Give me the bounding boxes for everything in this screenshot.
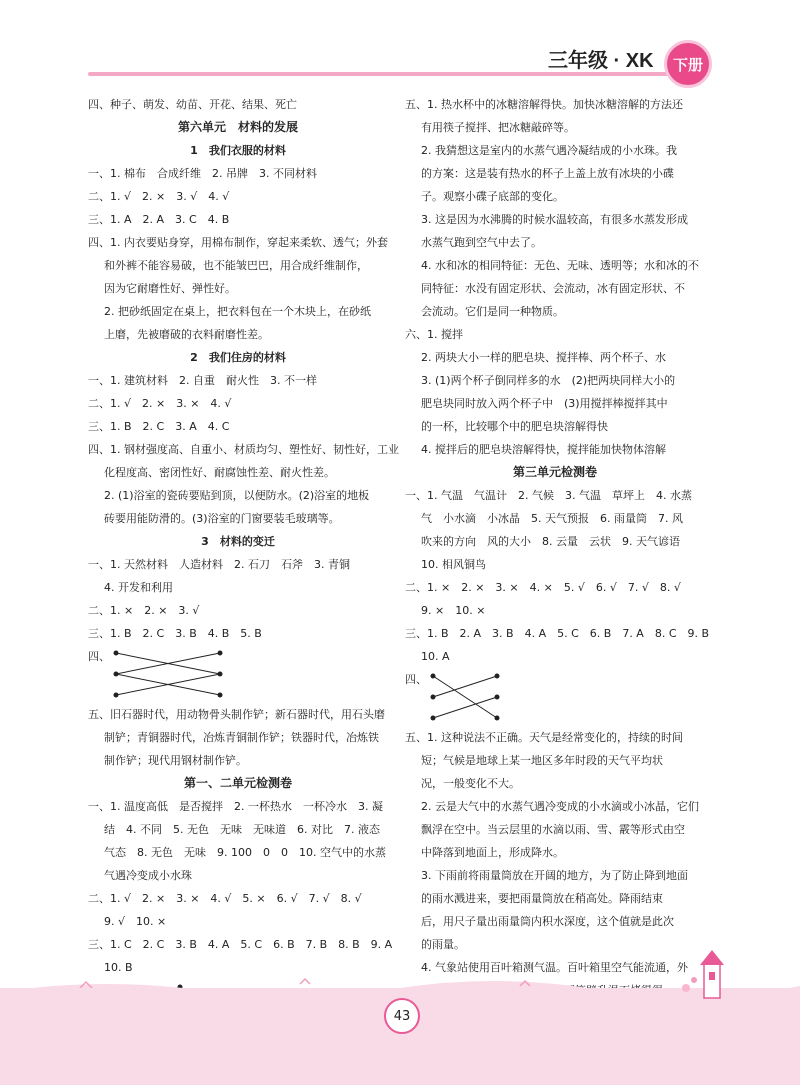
answer-line: 2. 两块大小一样的肥皂块、搅拌棒、两个杯子、水 (421, 351, 666, 364)
answer-line: 砖要用能防滑的。(3)浴室的门窗要装毛玻璃等。 (104, 512, 340, 525)
answer-line: 的方案：这是装有热水的杯子上盖上放有冰块的小碟 (421, 167, 674, 180)
answer-line: 气 小水滴 小冰晶 5. 天气预报 6. 雨量筒 7. 风 (421, 512, 683, 525)
test-title: 第一、二单元检测卷 (183, 776, 292, 790)
answer-line: 五、旧石器时代，用动物骨头制作铲；新石器时代，用石头磨 (88, 708, 385, 721)
answer-line: 上磨，先被磨破的衣料耐磨性差。 (104, 328, 269, 341)
answer-line: 4. 气象站使用百叶箱测气温。百叶箱里空气能流通，外 (421, 961, 688, 974)
matching-diagram (405, 668, 705, 726)
answer-label: 四、 (88, 650, 110, 663)
answer-line: 制作铲；现代用钢材制作铲。 (104, 754, 247, 767)
answer-line: 的一杯，比较哪个中的肥皂块溶解得快 (421, 420, 608, 433)
answer-line: 五、1. 这种说法不正确。天气是经常变化的，持续的时间 (405, 731, 683, 744)
answer-line: 一、1. 温度高低 是否搅拌 2. 一杯热水 一杯冷水 3. 凝 (88, 800, 383, 813)
answer-line: 子。观察小碟子底部的变化。 (421, 190, 564, 203)
answer-line: 因为它耐磨性好、弹性好。 (104, 282, 236, 295)
answer-line: 一、1. 棉布 合成纤维 2. 吊牌 3. 不同材料 (88, 167, 317, 180)
matching-lines (108, 645, 228, 703)
answer-line: 3. 这是因为水沸腾的时候水温较高，有很多水蒸发形成 (421, 213, 688, 226)
answer-line: 同特征：水没有固定形状、会流动，冰有固定形状、不 (421, 282, 685, 295)
answer-line: 二、1. √ 2. × 3. × 4. √ 5. × 6. √ 7. √ 8. √ (88, 892, 362, 905)
section-title: 2 我们住房的材料 (190, 351, 286, 364)
answer-line: 水蒸气跑到空气中去了。 (421, 236, 542, 249)
unit-title: 第六单元 材料的发展 (177, 120, 298, 134)
answer-line: 9. √ 10. × (104, 915, 167, 928)
grade-label: 三年级 · XK (548, 50, 654, 72)
answer-line: 三、1. B 2. C 3. A 4. C (88, 420, 230, 433)
answer-line: 制铲；青铜器时代，冶炼青铜制作铲；铁器时代，冶炼铁 (104, 731, 379, 744)
answer-line: 六、1. 搅拌 (405, 328, 463, 341)
answer-line: 二、1. √ 2. × 3. √ 4. √ (88, 190, 230, 203)
answer-line: 二、1. √ 2. × 3. × 4. √ (88, 397, 232, 410)
answer-line: 飘浮在空中。当云层里的水滴以雨、雪、霰等形式由空 (421, 823, 685, 836)
answer-line: 况，一般变化不大。 (421, 777, 520, 790)
answer-line: 10. B (104, 961, 133, 974)
right-column (405, 93, 710, 1048)
answer-line: 后，用尺子量出雨量筒内积水深度，这个值就是此次 (421, 915, 674, 928)
answer-line: 和外裤不能容易破，也不能皱巴巴，用合成纤维制作， (104, 259, 368, 272)
answer-line: 四、种子、萌发、幼苗、开花、结果、死亡 (88, 98, 297, 111)
answer-line: 化程度高、密闭性好、耐腐蚀性差、耐火性差。 (104, 466, 335, 479)
answer-line: 的雨量。 (421, 938, 465, 951)
answer-line: 一、1. 建筑材料 2. 自重 耐火性 3. 不一样 (88, 374, 317, 387)
answer-line: 有用筷子搅拌、把冰糖敲碎等。 (421, 121, 575, 134)
answer-line: 四、1. 内衣要贴身穿，用棉布制作，穿起来柔软、透气；外套 (88, 236, 388, 249)
answer-line: 4. 开发和利用 (104, 581, 173, 594)
answer-line: 10. 相风铜鸟 (421, 558, 486, 571)
castle-icon (676, 950, 736, 1000)
answer-line: 气遇冷变成小水珠 (104, 869, 192, 882)
answer-line: 一、1. 天然材料 人造材料 2. 石刀 石斧 3. 青铜 (88, 558, 350, 571)
answer-line: 二、1. × 2. × 3. × 4. × 5. √ 6. √ 7. √ 8. √ (405, 581, 681, 594)
matching-lines (425, 668, 505, 726)
answer-line: 一、1. 气温 气温计 2. 气候 3. 气温 草坪上 4. 水蒸 (405, 489, 692, 502)
answer-line: 五、1. 热水杯中的冰糖溶解得快。加快冰糖溶解的方法还 (405, 98, 683, 111)
answer-line: 吹来的方向 风的大小 8. 云量 云状 9. 天气谚语 (421, 535, 680, 548)
section-title: 1 我们衣服的材料 (190, 144, 286, 157)
section-title: 3 材料的变迁 (201, 535, 275, 548)
answer-line: 三、1. B 2. C 3. B 4. B 5. B (88, 627, 262, 640)
answer-line: 2. 把砂纸固定在桌上，把衣料包在一个木块上，在砂纸 (104, 305, 371, 318)
answer-line: 四、1. 钢材强度高、自重小、材质均匀、塑性好、韧性好，工业 (88, 443, 399, 456)
page-number: 43 (384, 998, 420, 1034)
answer-line: 的雨水溅进来，要把雨量筒放在稍高处。降雨结束 (421, 892, 663, 905)
answer-line: 2. 云是大气中的水蒸气遇冷变成的小水滴或小冰晶，它们 (421, 800, 699, 813)
answer-line: 三、1. B 2. A 3. B 4. A 5. C 6. B 7. A 8. C 9. B (405, 627, 710, 640)
answer-label: 四、 (405, 673, 427, 686)
answer-line: 3. (1)两个杯子倒同样多的水 (2)把两块同样大小的 (421, 374, 676, 387)
answer-line: 气态 8. 无色 无味 9. 100 0 0 10. 空气中的水蒸 (104, 846, 386, 859)
answer-line: 肥皂块同时放入两个杯子中 (3)用搅拌棒搅拌其中 (421, 397, 668, 410)
answer-line: 二、1. × 2. × 3. √ (88, 604, 200, 617)
answer-line: 4. 水和冰的相同特征：无色、无味、透明等；水和冰的不 (421, 259, 699, 272)
matching-diagram (88, 645, 388, 703)
answer-line: 10. A (421, 650, 450, 663)
left-column (88, 93, 399, 1037)
answer-line: 2. (1)浴室的瓷砖要贴到顶，以便防水。(2)浴室的地板 (104, 489, 370, 502)
test-title: 第三单元检测卷 (512, 465, 597, 479)
answer-line: 3. 下雨前将雨量筒放在开阔的地方，为了防止降到地面 (421, 869, 688, 882)
answer-line: 9. × 10. × (421, 604, 486, 617)
answer-line: 结 4. 不同 5. 无色 无味 无味道 6. 对比 7. 液态 (104, 823, 380, 836)
answer-line: 4. 搅拌后的肥皂块溶解得快，搅拌能加快物体溶解 (421, 443, 666, 456)
volume-badge: 下册 (664, 40, 712, 88)
answer-line: 会流动。它们是同一种物质。 (421, 305, 564, 318)
answer-line: 三、1. A 2. A 3. C 4. B (88, 213, 230, 226)
answer-line: 2. 我猜想这是室内的水蒸气遇冷凝结成的小水珠。我 (421, 144, 677, 157)
answer-line: 中降落到地面上，形成降水。 (421, 846, 564, 859)
answer-line: 短；气候是地球上某一地区多年时段的天气平均状 (421, 754, 663, 767)
answer-line: 三、1. C 2. C 3. B 4. A 5. C 6. B 7. B 8. B 9. A (88, 938, 393, 951)
